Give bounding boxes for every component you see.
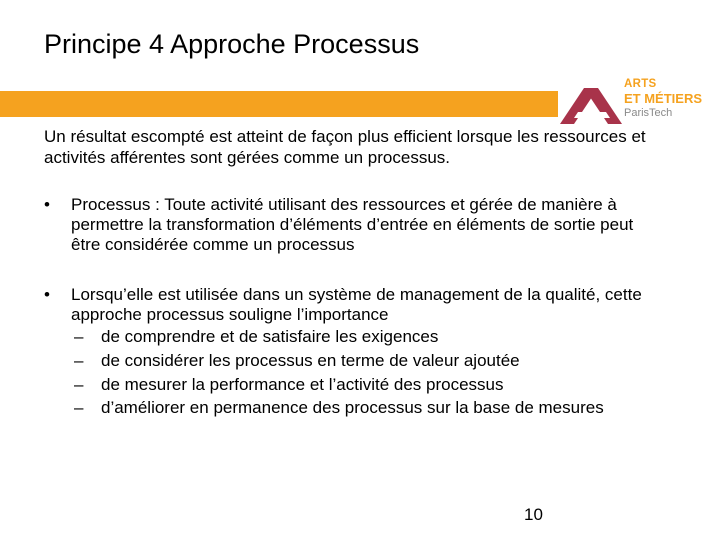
sub-item	[44, 349, 664, 373]
sub-item	[44, 373, 664, 397]
sub-item	[44, 325, 664, 349]
bullet-1	[44, 195, 664, 255]
sub-item-text: de mesurer la performance et l’activité des processus	[101, 375, 504, 394]
slide-title: Principe 4 Approche Processus	[44, 29, 420, 59]
dash-icon: –	[74, 375, 84, 394]
page-number: 10	[524, 505, 543, 524]
bullet-dot-icon: •	[44, 285, 50, 304]
logo-line-2: ET MÉTIERS	[624, 91, 703, 106]
intro-paragraph: Un résultat escompté est atteint de façon plus efficient lorsque les ressources et activités afférentes sont gérées comme un processus.	[44, 127, 646, 167]
accent-bar	[0, 91, 558, 117]
bullet-2-text: Lorsqu’elle est utilisée dans un système de management de la qualité, cette approche processus souligne l’importance	[71, 285, 642, 324]
dash-icon: –	[74, 351, 84, 370]
logo-line-1: ARTS	[624, 78, 657, 90]
arts-et-metiers-logo	[560, 78, 720, 130]
sub-list	[44, 325, 664, 419]
bullet-1-text: Processus : Toute activité utilisant des ressources et gérée de manière à permettre la transformation d’éléments d’entrée en éléments de sortie peut être considérée comme un processus	[71, 195, 634, 254]
bullet-dot-icon: •	[44, 195, 50, 214]
logo-line-3: ParisTech	[624, 107, 673, 119]
sub-item-text: de comprendre et de satisfaire les exigences	[101, 327, 439, 346]
bullet-2	[44, 285, 664, 419]
sub-item-text: de considérer les processus en terme de valeur ajoutée	[101, 351, 520, 370]
dash-icon: –	[74, 327, 84, 346]
sub-item	[44, 397, 664, 419]
dash-icon: –	[74, 398, 84, 417]
sub-item-text: d’améliorer en permanence des processus sur la base de mesures	[101, 398, 604, 417]
logo-chevron-icon	[560, 82, 622, 124]
